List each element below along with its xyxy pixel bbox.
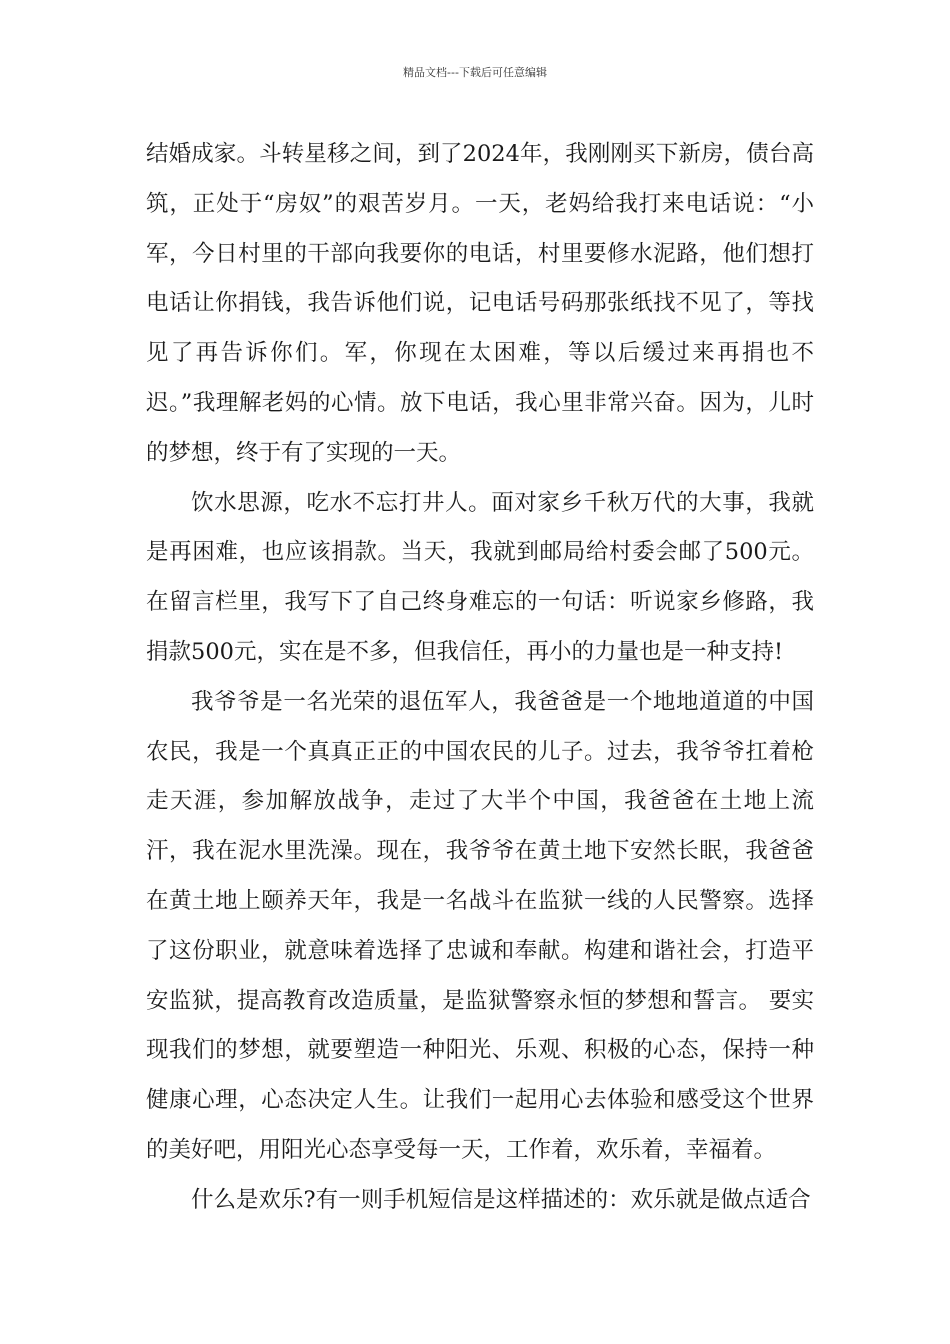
document-body [146,130,814,1226]
page-header: 精品文档---下载后可任意编辑 [403,66,547,79]
paragraph-3: 我爷爷是一名光荣的退伍军人，我爸爸是一个地地道道的中国农民，我是一个真真正正的中国农民的儿子。过去，我爷爷扛着枪走天涯，参加解放战争，走过了大半个中国，我爸爸在土地上流汗，我在泥水里洗澡。现在，我爷爷在黄土地下安然长眠，我爸爸在黄土地上颐养天年，我是一名战斗在监狱一线的人民警察。选择了这份职业，就意味着选择了忠诚和奉献。构建和谐社会，打造平安监狱，提高教育改造质量，是监狱警察永恒的梦想和誓言。 要实现我们的梦想，就要塑造一种阳光、乐观、积极的心态，保持一种健康心理，心态决定人生。让我们一起用心去体验和感受这个世界的美好吧，用阳光心态享受每一天，工作着，欢乐着，幸福着。 [146,688,814,1163]
paragraph-2: 饮水思源，吃水不忘打井人。面对家乡千秋万代的大事，我就是再困难，也应该捐款。当天，我就到邮局给村委会邮了500元。在留言栏里，我写下了自己终身难忘的一句话：听说家乡修路，我捐款500元，实在是不多，但我信任，再小的力量也是一种支持! [146,489,814,665]
paragraph-4: 什么是欢乐?有一则手机短信是这样描述的：欢乐就是做点适合 [191,1186,811,1213]
paragraph-1: 结婚成家。斗转星移之间，到了2024年，我刚刚买下新房，债台高筑，正处于“房奴”的艰苦岁月。一天，老妈给我打来电话说：“小军，今日村里的干部向我要你的电话，村里要修水泥路，他们想打电话让你捐钱，我告诉他们说，记电话号码那张纸找不见了，等找见了再告诉你们。军，你现在太困难，等以后缓过来再捐也不迟。”我理解老妈的心情。放下电话，我心里非常兴奋。因为，儿时的梦想，终于有了实现的一天。 [146,141,814,466]
